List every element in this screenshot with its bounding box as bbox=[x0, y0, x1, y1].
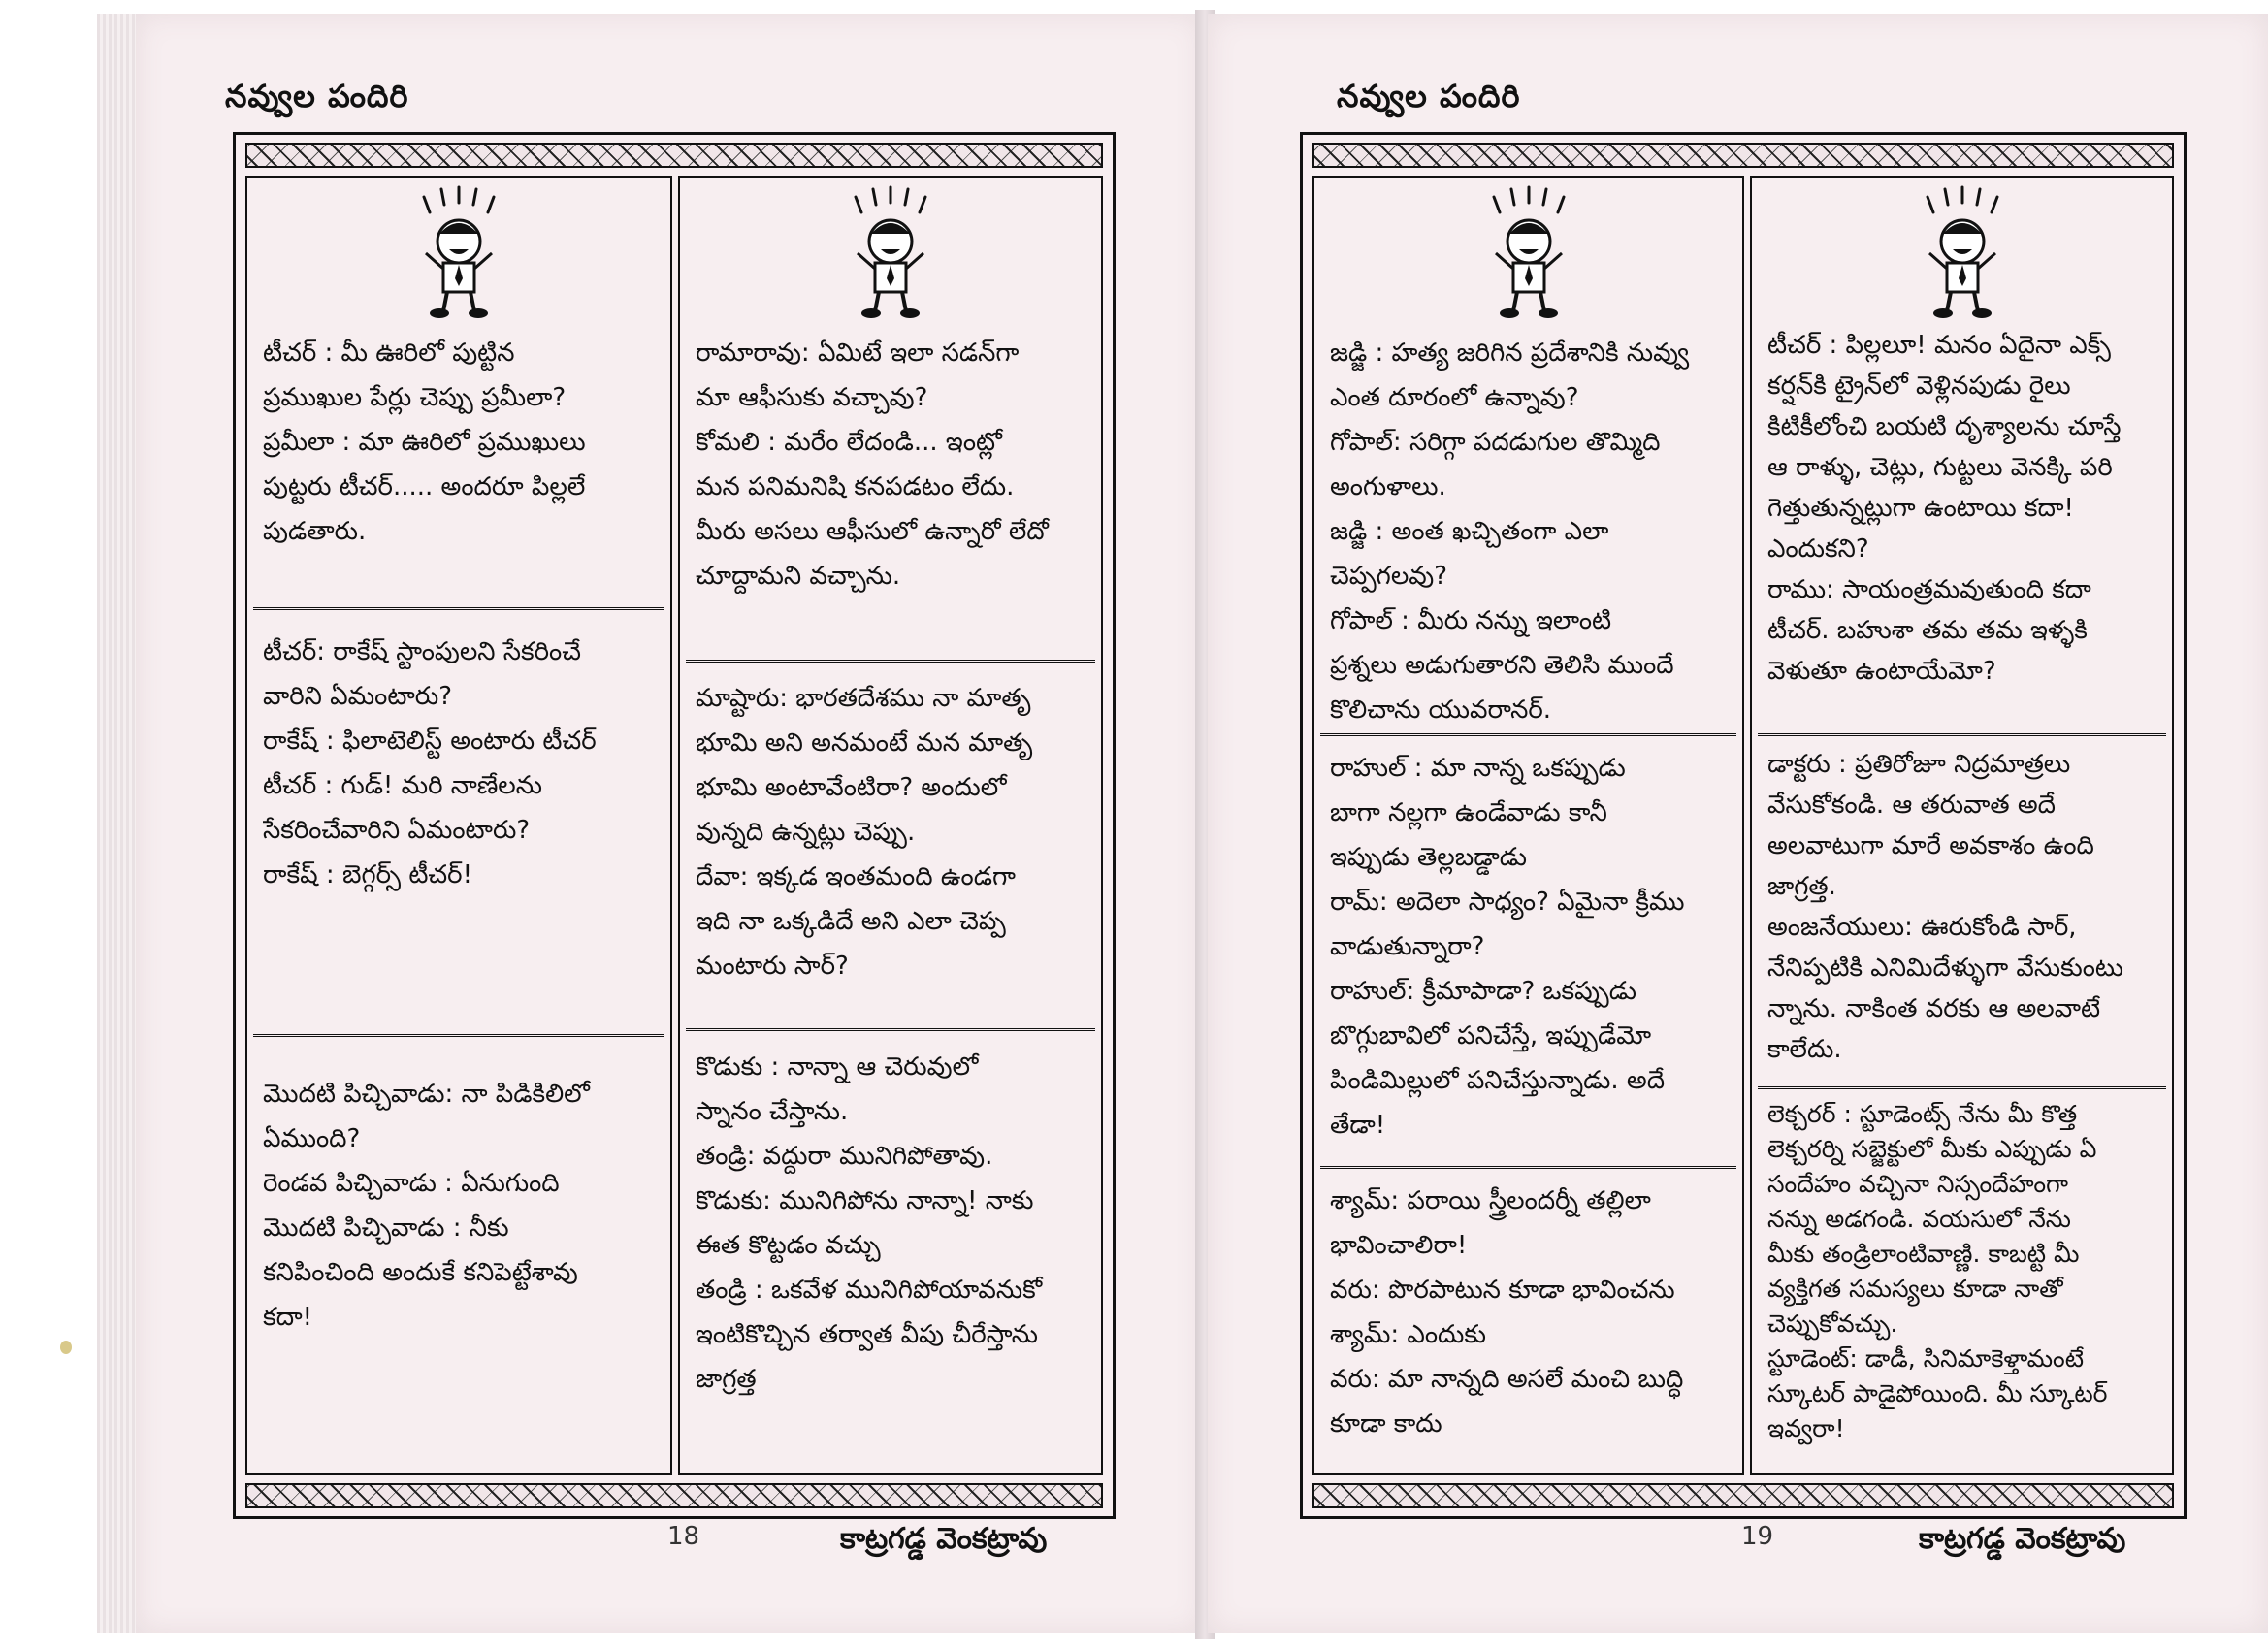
joke-line: వున్నది ఉన్నట్లు చెప్పు. bbox=[696, 818, 916, 847]
decorative-border-bottom bbox=[245, 1483, 1103, 1508]
joke-column-b bbox=[678, 176, 1103, 1475]
joke-line: వాడుతున్నారా? bbox=[1330, 932, 1485, 961]
joke-line: ఈత కొట్టడం వచ్చు bbox=[696, 1231, 881, 1260]
joke-line: న్నాను. నాకింత వరకు ఆ అలవాటే bbox=[1767, 994, 2101, 1023]
joke-line: ఎంత దూరంలో ఉన్నావు? bbox=[1330, 383, 1579, 412]
page-header-title: నవ్వుల పందిరి bbox=[1337, 78, 1521, 114]
laughing-boy-icon bbox=[832, 185, 949, 321]
joke-line: అంజనేయులు: ఊరుకోండి సార్, bbox=[1767, 913, 2077, 942]
joke-line: చెప్పుకోవచ్చు. bbox=[1767, 1310, 1898, 1338]
joke-block bbox=[253, 1037, 664, 1444]
decorative-border-top bbox=[245, 143, 1103, 168]
joke-line: గోపాల్ : మీరు నన్ను ఇలాంటి bbox=[1330, 606, 1612, 635]
joke-line: మొదటి పిచ్చివాడు: నా పిడికిలిలో bbox=[263, 1080, 590, 1109]
page-number: 18 bbox=[667, 1522, 700, 1551]
joke-block bbox=[686, 663, 1095, 1031]
joke-line: మంటారు సార్? bbox=[696, 952, 849, 981]
joke-line: జాగ్రత్త. bbox=[1767, 872, 1836, 901]
joke-line: వరు: పొరపాటున కూడా భావించను bbox=[1330, 1276, 1675, 1305]
joke-line: టీచర్ : గుడ్! మరి నాణేలను bbox=[263, 771, 542, 800]
joke-line: రాకేష్ : ఫిలాటెలిస్ట్ అంటారు టీచర్ bbox=[263, 727, 597, 756]
joke-line: పుట్టరు టీచర్..... అందరూ పిల్లలే bbox=[263, 472, 586, 501]
author-name: కాట్రగడ్డ వెంకట్రావు bbox=[1919, 1522, 2126, 1556]
joke-line: డాక్టరు : ప్రతిరోజూ నిద్రమాత్రలు bbox=[1767, 750, 2071, 779]
joke-line: కిటికీలోంచి బయటి దృశ్యాలను చూస్తే bbox=[1767, 412, 2122, 441]
joke-line: ఎందుకని? bbox=[1767, 534, 1869, 564]
joke-line: స్నానం చేస్తాను. bbox=[696, 1097, 849, 1126]
joke-line: లెక్చరర్ : స్టూడెంట్స్ నేను మీ కొత్త bbox=[1767, 1100, 2078, 1128]
joke-line: టీచర్ : మీ ఊరిలో పుట్టిన bbox=[263, 339, 515, 368]
joke-block bbox=[686, 1031, 1095, 1439]
joke-line: వ్యక్తిగత సమస్యలు కూడా నాతో bbox=[1767, 1275, 2063, 1303]
joke-line: అంగుళాలు. bbox=[1330, 472, 1446, 501]
joke-line: జడ్జి : హత్య జరిగిన ప్రదేశానికి నువ్వు bbox=[1330, 339, 1690, 368]
joke-line: ఇవ్వరా! bbox=[1767, 1414, 1845, 1442]
joke-line: కాలేదు. bbox=[1767, 1035, 1842, 1064]
joke-line: మా ఆఫీసుకు వచ్చావు? bbox=[696, 383, 928, 412]
joke-line: సందేహం వచ్చినా నిస్సందేహంగా bbox=[1767, 1170, 2069, 1198]
joke-line: ఇప్పుడు తెల్లబడ్డాడు bbox=[1330, 843, 1527, 872]
author-name: కాట్రగడ్డ వెంకట్రావు bbox=[840, 1522, 1048, 1556]
joke-line: కోమలి : మరేం లేదండి... ఇంట్లో bbox=[696, 428, 1003, 457]
joke-line: చెప్పగలవు? bbox=[1330, 562, 1447, 591]
joke-block bbox=[1758, 1089, 2166, 1468]
joke-line: స్కూటర్ పాడైపోయింది. మీ స్కూటర్ bbox=[1767, 1379, 2108, 1407]
joke-line: తండ్రి: వద్దురా మునిగిపోతావు. bbox=[696, 1142, 993, 1171]
joke-line: గోపాల్: సరిగ్గా పదడుగుల తొమ్మిది bbox=[1330, 428, 1661, 457]
joke-line: శ్యామ్: ఎందుకు bbox=[1330, 1320, 1486, 1349]
joke-block bbox=[1320, 1169, 1736, 1460]
joke-line: మన పనిమనిషి కనపడటం లేదు. bbox=[696, 472, 1015, 501]
joke-line: దేవా: ఇక్కడ ఇంతమంది ఉండగా bbox=[696, 862, 1016, 891]
joke-line: జడ్జి : అంత ఖచ్చితంగా ఎలా bbox=[1330, 517, 1609, 546]
joke-line: స్టూడెంట్: డాడీ, సినిమాకెళ్తామంటే bbox=[1767, 1344, 2085, 1373]
joke-line: లెక్చరర్ని సబ్జెక్టులో మీకు ఎప్పుడు ఏ bbox=[1767, 1135, 2097, 1163]
joke-line: పిండిమిల్లులో పనిచేస్తున్నాడు. అదే bbox=[1330, 1066, 1666, 1095]
joke-line: మీరు అసలు ఆఫీసులో ఉన్నారో లేదో bbox=[696, 517, 1049, 546]
laughing-boy-icon bbox=[1471, 185, 1587, 321]
joke-line: మీకు తండ్రిలాంటివాణ్ణి. కాబట్టి మీ bbox=[1767, 1240, 2080, 1268]
joke-block bbox=[1320, 736, 1736, 1169]
joke-column-b bbox=[1750, 176, 2174, 1475]
decorative-border-top bbox=[1312, 143, 2174, 168]
paper-stain bbox=[60, 1341, 72, 1354]
joke-line: సేకరించేవారిని ఏమంటారు? bbox=[263, 816, 531, 845]
joke-line: ఏముంది? bbox=[263, 1124, 361, 1153]
joke-line: కూడా కాదు bbox=[1330, 1409, 1442, 1439]
joke-line: కొడుకు: మునిగిపోను నాన్నా! నాకు bbox=[696, 1186, 1034, 1215]
joke-line: కొలిచాను యువరానర్. bbox=[1330, 695, 1552, 725]
joke-line: నేనిప్పటికి ఎనిమిదేళ్ళుగా వేసుకుంటు bbox=[1767, 954, 2123, 983]
joke-line: ఇది నా ఒక్కడిదే అని ఎలా చెప్ప bbox=[696, 907, 1006, 936]
joke-block bbox=[253, 178, 664, 610]
joke-line: రాము: సాయంత్రమవుతుంది కదా bbox=[1767, 575, 2091, 604]
joke-line: తేడా! bbox=[1330, 1111, 1386, 1140]
joke-line: టీచర్ : పిల్లలూ! మనం ఏదైనా ఎక్స్ bbox=[1767, 331, 2111, 360]
joke-line: చూద్దామని వచ్చాను. bbox=[696, 562, 901, 591]
joke-line: వెళుతూ ఉంటాయేమో? bbox=[1767, 657, 1996, 686]
joke-line: రాహుల్: క్రీమాపాడా? ఒకప్పుడు bbox=[1330, 977, 1636, 1006]
joke-line: టీచర్: రాకేష్ స్టాంపులని సేకరించే bbox=[263, 637, 581, 666]
joke-block bbox=[1758, 178, 2166, 736]
page-stack-edge bbox=[97, 14, 136, 1633]
joke-line: మాష్టారు: భారతదేశము నా మాతృ bbox=[696, 684, 1031, 713]
joke-line: భూమి అంటావేంటిరా? అందులో bbox=[696, 773, 1007, 802]
joke-line: వారిని ఏమంటారు? bbox=[263, 682, 452, 711]
joke-block bbox=[1320, 178, 1736, 736]
joke-line: శ్యామ్: పరాయి స్త్రీలందర్నీ తల్లిలా bbox=[1330, 1186, 1651, 1215]
joke-line: రామ్: అదెలా సాధ్యం? ఏమైనా క్రీము bbox=[1330, 888, 1685, 917]
joke-line: వరు: మా నాన్నది అసలే మంచి బుద్ధి bbox=[1330, 1365, 1684, 1394]
joke-block bbox=[1758, 736, 2166, 1089]
page-header-title: నవ్వుల పందిరి bbox=[225, 78, 409, 114]
left-page bbox=[136, 14, 1203, 1633]
joke-line: ఆ రాళ్ళు, చెట్లు, గుట్టలు వెనక్కి పరి bbox=[1767, 453, 2113, 482]
cartoon-frame bbox=[233, 132, 1116, 1519]
joke-line: గెత్తుతున్నట్లుగా ఉంటాయి కదా! bbox=[1767, 494, 2074, 523]
joke-line: కర్షన్‌కి ట్రైన్‌లో వెళ్లినపుడు రైలు bbox=[1767, 372, 2071, 401]
joke-line: జాగ్రత్త bbox=[696, 1365, 757, 1394]
joke-line: భావించాలిరా! bbox=[1330, 1231, 1468, 1260]
joke-line: రాహుల్ : మా నాన్న ఒకప్పుడు bbox=[1330, 754, 1626, 783]
joke-line: బొగ్గుబావిలో పనిచేస్తే, ఇప్పుడేమో bbox=[1330, 1021, 1652, 1051]
joke-line: ఇంటికొచ్చిన తర్వాత వీపు చీరేస్తాను bbox=[696, 1320, 1038, 1349]
joke-line: తండ్రి : ఒకవేళ మునిగిపోయావనుకో bbox=[696, 1276, 1043, 1305]
cartoon-frame bbox=[1300, 132, 2187, 1519]
page-number: 19 bbox=[1741, 1522, 1774, 1551]
joke-line: కనిపించింది అందుకే కనిపెట్టేశావు bbox=[263, 1258, 578, 1287]
joke-line: రామారావు: ఏమిటే ఇలా సడన్‌గా bbox=[696, 339, 1020, 368]
joke-line: కొడుకు : నాన్నా ఆ చెరువులో bbox=[696, 1052, 979, 1082]
joke-line: భూమి అని అనమంటే మన మాతృ bbox=[696, 728, 1033, 758]
joke-line: కదా! bbox=[263, 1303, 313, 1332]
joke-column-a bbox=[1312, 176, 1744, 1475]
joke-line: వేసుకోకండి. ఆ తరువాత అదే bbox=[1767, 791, 2057, 820]
laughing-boy-icon bbox=[1904, 185, 2021, 321]
joke-line: రెండవ పిచ్చివాడు : ఏనుగుంది bbox=[263, 1169, 560, 1198]
joke-line: మొదటి పిచ్చివాడు : నీకు bbox=[263, 1213, 509, 1243]
decorative-border-bottom bbox=[1312, 1483, 2174, 1508]
joke-line: ప్రముఖుల పేర్లు చెప్పు ప్రమీలా? bbox=[263, 383, 567, 412]
joke-block bbox=[686, 178, 1095, 663]
joke-line: ప్రమీలా : మా ఊరిలో ప్రముఖులు bbox=[263, 428, 586, 457]
joke-line: బాగా నల్లగా ఉండేవాడు కానీ bbox=[1330, 798, 1607, 827]
joke-block bbox=[253, 610, 664, 1037]
right-page bbox=[1208, 14, 2268, 1633]
joke-line: టీచర్. బహుశా తమ తమ ఇళ్ళకి bbox=[1767, 616, 2088, 645]
joke-line: అలవాటుగా మారే అవకాశం ఉంది bbox=[1767, 831, 2094, 860]
joke-line: ప్రశ్నలు అడుగుతారని తెలిసి ముందే bbox=[1330, 651, 1674, 680]
joke-line: రాకేష్ : బెగ్గర్స్ టీచర్! bbox=[263, 860, 472, 889]
joke-column-a bbox=[245, 176, 672, 1475]
joke-line: పుడతారు. bbox=[263, 517, 367, 546]
laughing-boy-icon bbox=[401, 185, 517, 321]
joke-line: నన్ను అడగండి. వయసులో నేను bbox=[1767, 1205, 2071, 1233]
